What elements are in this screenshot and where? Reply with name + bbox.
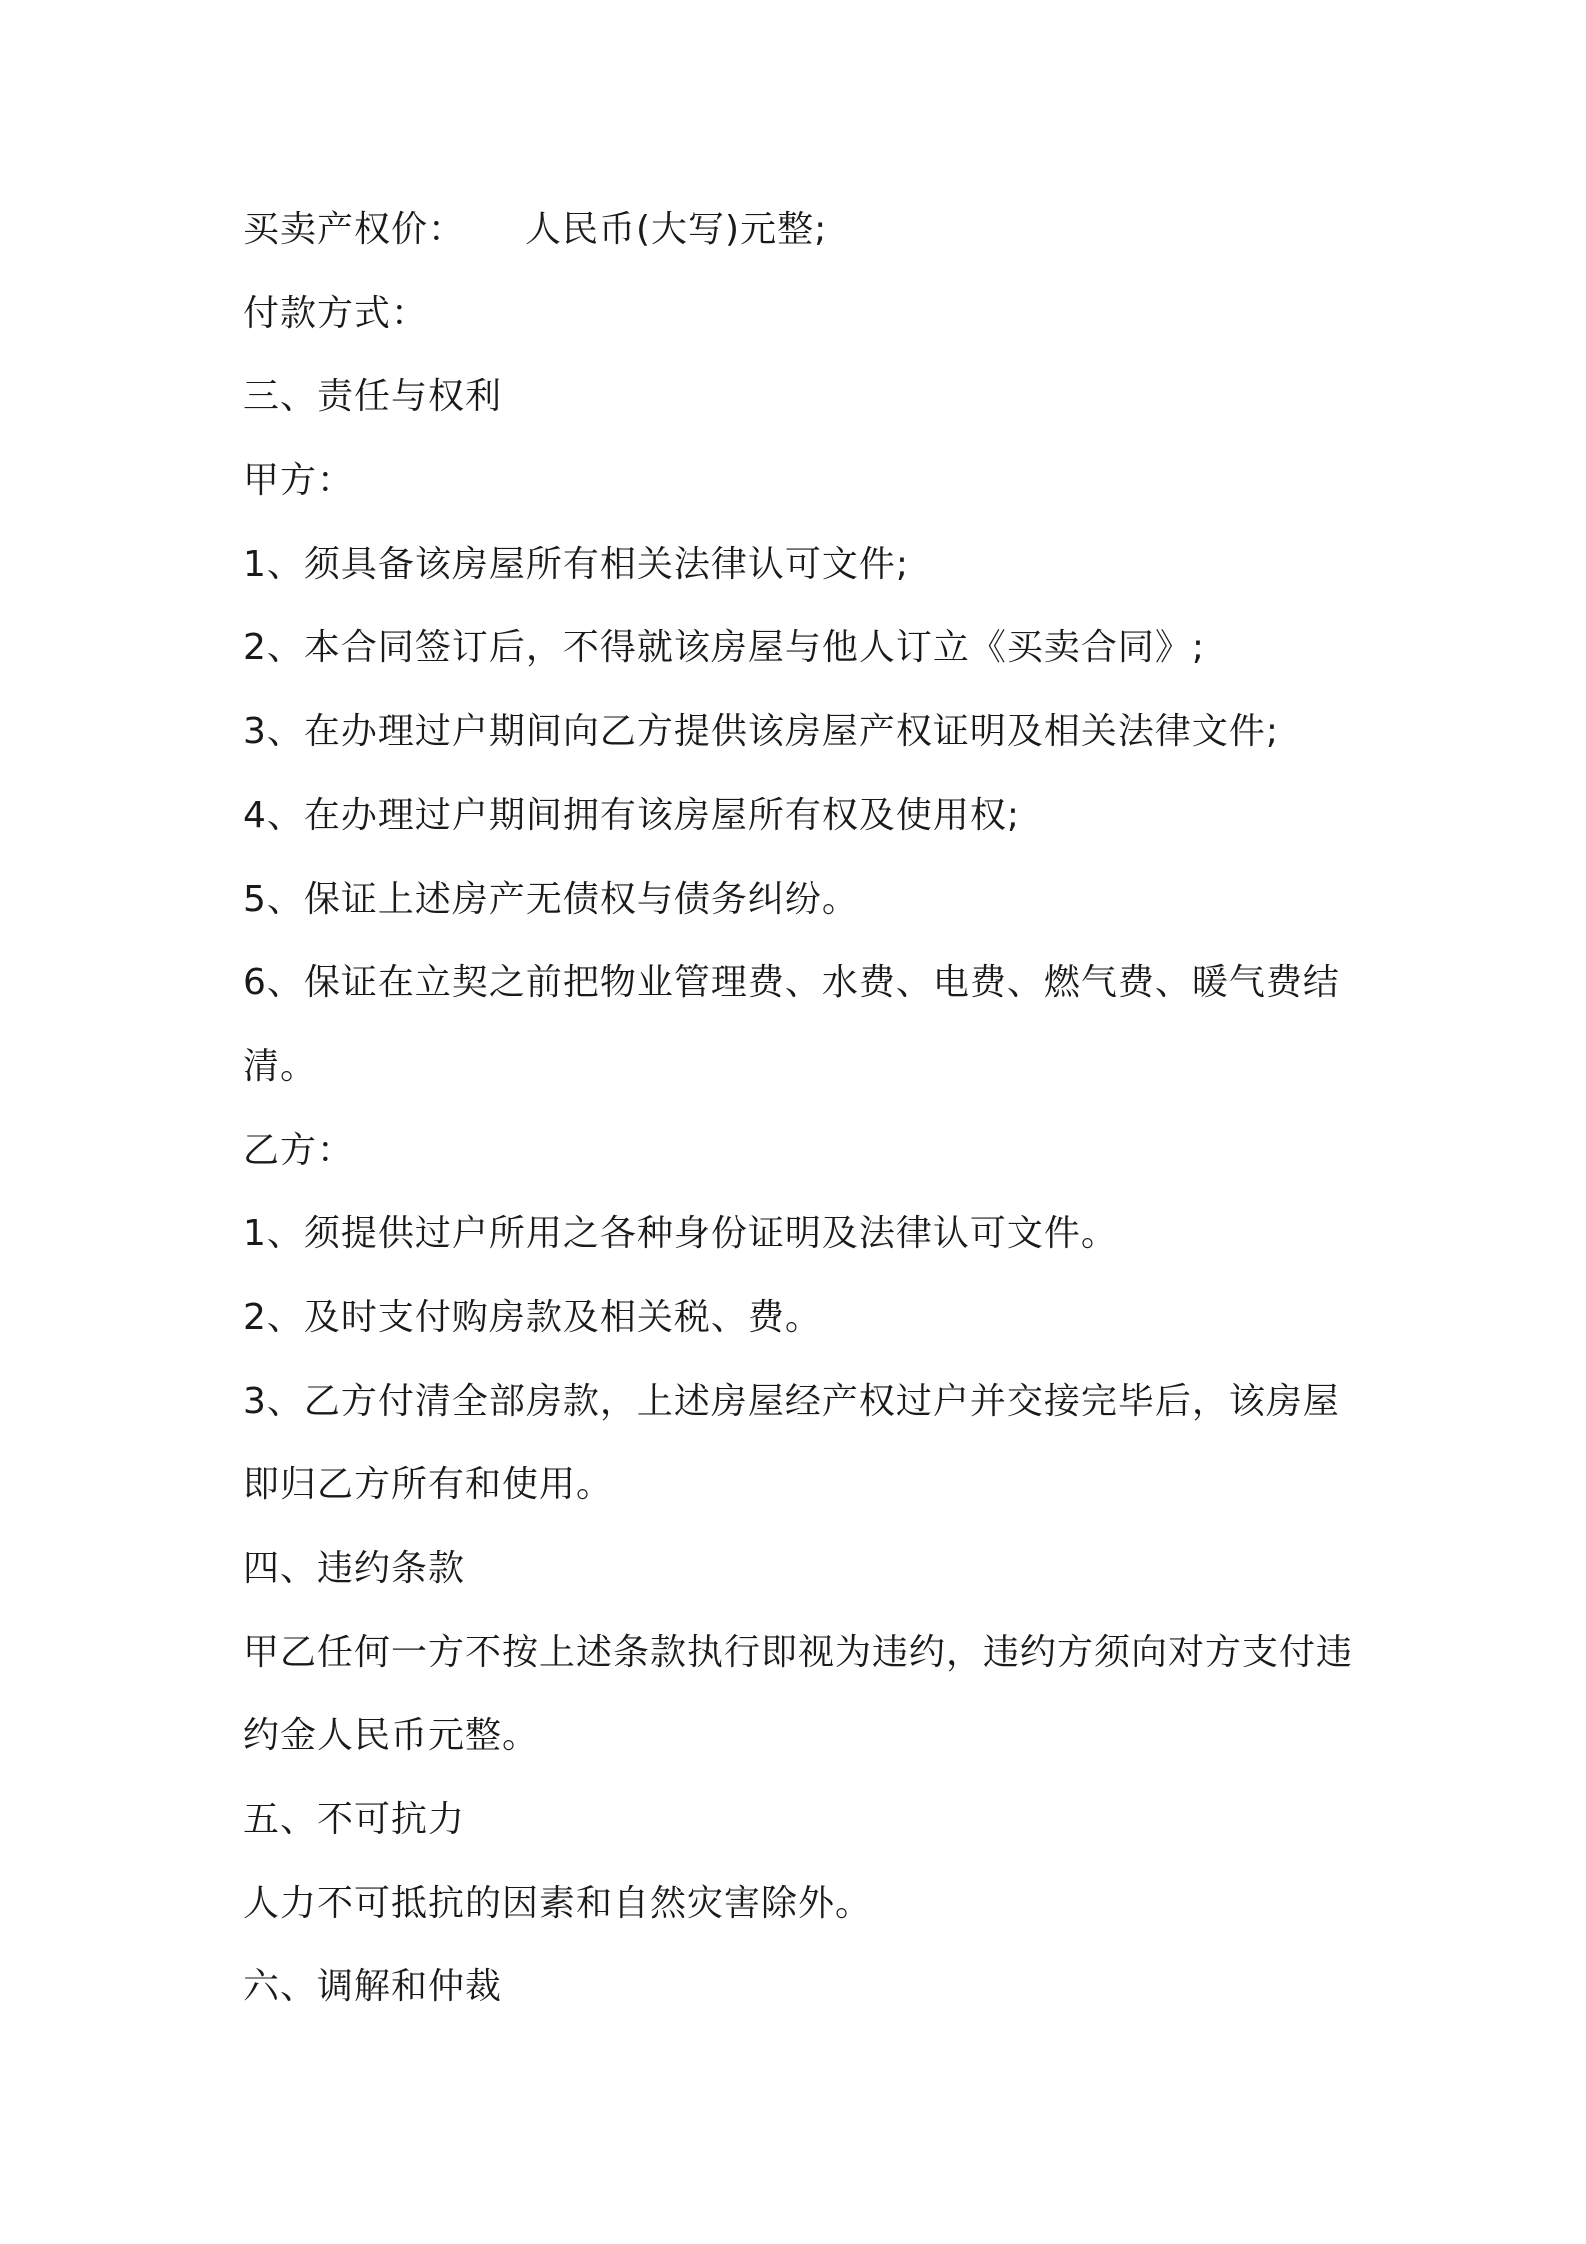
party-b-heading: 乙方： [243,1129,355,1171]
price-line [243,195,1363,279]
section-heading-responsibilities: 三、责任与权利 [243,376,503,418]
breach-text: 甲乙任何一方不按上述条款执行即视为违约，违约方须向对方支付违 [243,1631,1354,1673]
party-a-item-1: 1、须具备该房屋所有相关法律认可文件; [243,543,910,585]
party-b-item-2: 2、及时支付购房款及相关税、费。 [243,1296,822,1338]
party-a-item-2: 2、本合同签订后，不得就该房屋与他人订立《买卖合同》; [243,627,1206,669]
payment-method-line: 付款方式： [243,292,429,334]
price-value: 人民币(大写)元整; [525,209,828,250]
party-a-item-4: 4、在办理过户期间拥有该房屋所有权及使用权; [243,794,1021,836]
party-b-item-3: 3、乙方付清全部房款，上述房屋经产权过户并交接完毕后，该房屋 [243,1380,1340,1422]
breach-text-continued: 约金人民币元整。 [243,1715,540,1757]
party-a-item-3: 3、在办理过户期间向乙方提供该房屋产权证明及相关法律文件; [243,711,1280,753]
party-b-item-1: 1、须提供过户所用之各种身份证明及法律认可文件。 [243,1213,1118,1255]
party-a-item-6: 6、保证在立契之前把物业管理费、水费、电费、燃气费、暖气费结 [243,962,1340,1004]
party-b-item-3-continued: 即归乙方所有和使用。 [243,1464,614,1506]
section-heading-mediation: 六、调解和仲裁 [243,1966,503,2008]
force-majeure-text: 人力不可抵抗的因素和自然灾害除外。 [243,1882,873,1924]
party-a-item-5: 5、保证上述房产无债权与债务纠纷。 [243,878,859,920]
document-body [243,195,1363,2036]
section-heading-breach: 四、违约条款 [243,1548,466,1589]
price-label: 买卖产权价： [243,209,466,250]
party-a-item-6-continued: 清。 [243,1045,318,1087]
party-a-heading: 甲方： [243,460,355,502]
section-heading-force-majeure: 五、不可抗力 [243,1799,466,1841]
